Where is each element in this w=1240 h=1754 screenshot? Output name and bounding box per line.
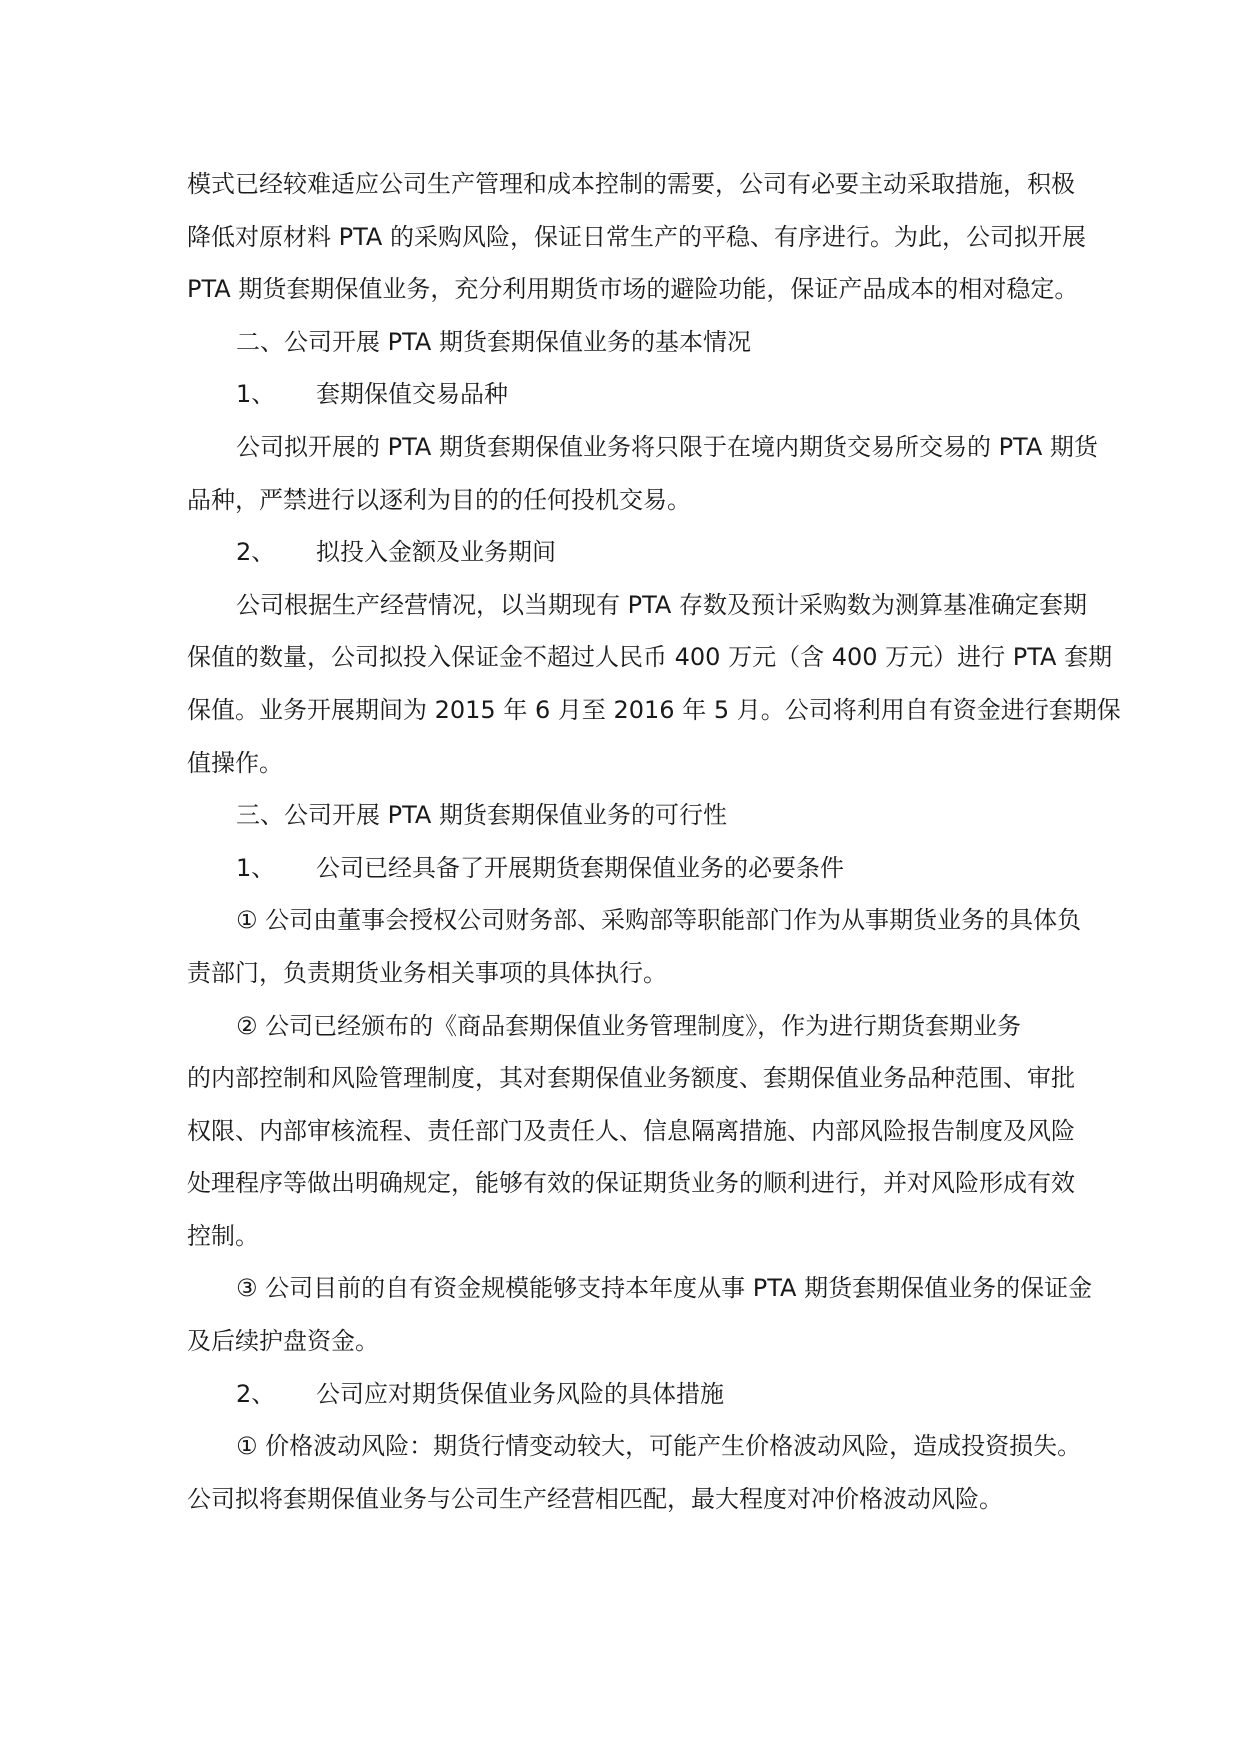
body-line: 降低对原材料 PTA 的采购风险，保证日常生产的平稳、有序进行。为此，公司拟开展 (187, 222, 1086, 251)
item-title: 拟投入金额及业务期间 (316, 538, 556, 567)
document-body (187, 158, 1127, 1525)
body-line: PTA 期货套期保值业务，充分利用期货市场的避险功能，保证产品成本的相对稳定。 (187, 275, 1079, 304)
body-line: 控制。 (187, 1221, 259, 1250)
body-line: 及后续护盘资金。 (187, 1327, 379, 1356)
item-number: 1、 (236, 853, 276, 882)
item-number: 2、 (236, 1379, 276, 1408)
section-heading: 三、公司开展 PTA 期货套期保值业务的可行性 (236, 801, 727, 830)
item-number: 1、 (236, 380, 276, 409)
numbered-item (187, 368, 1127, 421)
section-heading: 二、公司开展 PTA 期货套期保值业务的基本情况 (236, 327, 751, 356)
body-line: ① 公司由董事会授权公司财务部、采购部等职能部门作为从事期货业务的具体负 (236, 906, 1082, 935)
body-line: 公司拟开展的 PTA 期货套期保值业务将只限于在境内期货交易所交易的 PTA 期货 (236, 432, 1098, 461)
body-line: 的内部控制和风险管理制度，其对套期保值业务额度、套期保值业务品种范围、审批 (187, 1064, 1075, 1093)
body-line: ① 价格波动风险：期货行情变动较大，可能产生价格波动风险，造成投资损失。 (236, 1432, 1082, 1461)
body-line: 品种，严禁进行以逐利为目的的任何投机交易。 (187, 485, 691, 514)
body-line: ② 公司已经颁布的《商品套期保值业务管理制度》，作为进行期货套期业务 (236, 1011, 1022, 1040)
body-line: 权限、内部审核流程、责任部门及责任人、信息隔离措施、内部风险报告制度及风险 (187, 1116, 1075, 1145)
body-line: 值操作。 (187, 748, 283, 777)
body-line: 责部门，负责期货业务相关事项的具体执行。 (187, 958, 667, 987)
item-number: 2、 (236, 538, 276, 567)
item-title: 套期保值交易品种 (316, 380, 508, 409)
numbered-item (187, 842, 1127, 895)
body-line: 公司根据生产经营情况，以当期现有 PTA 存数及预计采购数为测算基准确定套期 (236, 590, 1087, 619)
body-line: 保值的数量，公司拟投入保证金不超过人民币 400 万元（含 400 万元）进行 PTA 套期 (187, 643, 1113, 672)
body-line: ③ 公司目前的自有资金规模能够支持本年度从事 PTA 期货套期保值业务的保证金 (236, 1274, 1093, 1303)
body-line: 处理程序等做出明确规定，能够有效的保证期货业务的顺利进行，并对风险形成有效 (187, 1169, 1075, 1198)
item-title: 公司应对期货保值业务风险的具体措施 (316, 1379, 724, 1408)
item-title: 公司已经具备了开展期货套期保值业务的必要条件 (316, 853, 844, 882)
body-line: 公司拟将套期保值业务与公司生产经营相匹配，最大程度对冲价格波动风险。 (187, 1484, 1003, 1513)
numbered-item (187, 526, 1127, 579)
numbered-item (187, 1368, 1127, 1421)
body-line: 保值。业务开展期间为 2015 年 6 月至 2016 年 5 月。公司将利用自有资金进行套期保 (187, 695, 1121, 724)
body-line: 模式已经较难适应公司生产管理和成本控制的需要，公司有必要主动采取措施，积极 (187, 170, 1075, 198)
